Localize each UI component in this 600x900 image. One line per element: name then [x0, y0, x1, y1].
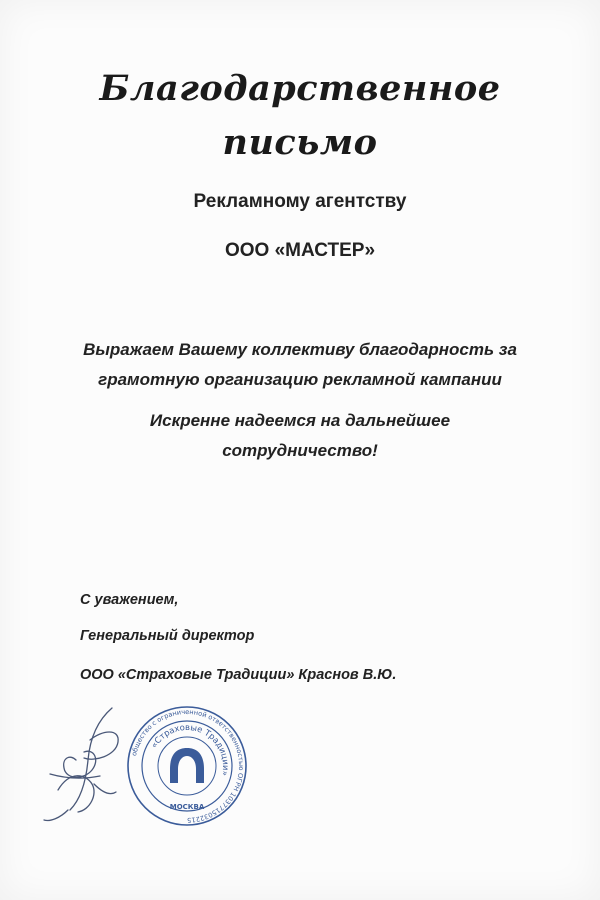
closing-text: С уважением,	[80, 592, 179, 608]
company-stamp	[126, 705, 248, 827]
signer-company: ООО «Страховые Традиции» Краснов В.Ю.	[80, 667, 397, 683]
letter-title-line-2: письмо	[222, 122, 378, 163]
stamp-outer-ring-text: общество с ограниченной ответственностью ОГРН 1037715032215	[130, 707, 246, 825]
stamp-inner-ring-text: «Страховые Традиции»	[148, 721, 232, 778]
signer-position: Генеральный директор	[80, 628, 255, 644]
letter-title-line-1: Благодарственное	[99, 68, 501, 109]
body-line-4: сотрудничество!	[222, 441, 378, 460]
stamp-city-text: МОСКВА	[169, 803, 205, 811]
body-line-2: грамотную организацию рекламной кампании	[98, 370, 502, 389]
body-paragraph-1	[0, 335, 600, 395]
stamp-logo-icon	[170, 748, 204, 783]
body-line-1: Выражаем Вашему коллективу благодарность за	[83, 340, 517, 359]
recipient-line-1: Рекламному агентству	[193, 191, 407, 212]
recipient-company: ООО «МАСТЕР»	[224, 240, 376, 261]
body-paragraph-2	[0, 406, 600, 466]
body-line-3: Искренне надеемся на дальнейшее	[149, 411, 451, 430]
